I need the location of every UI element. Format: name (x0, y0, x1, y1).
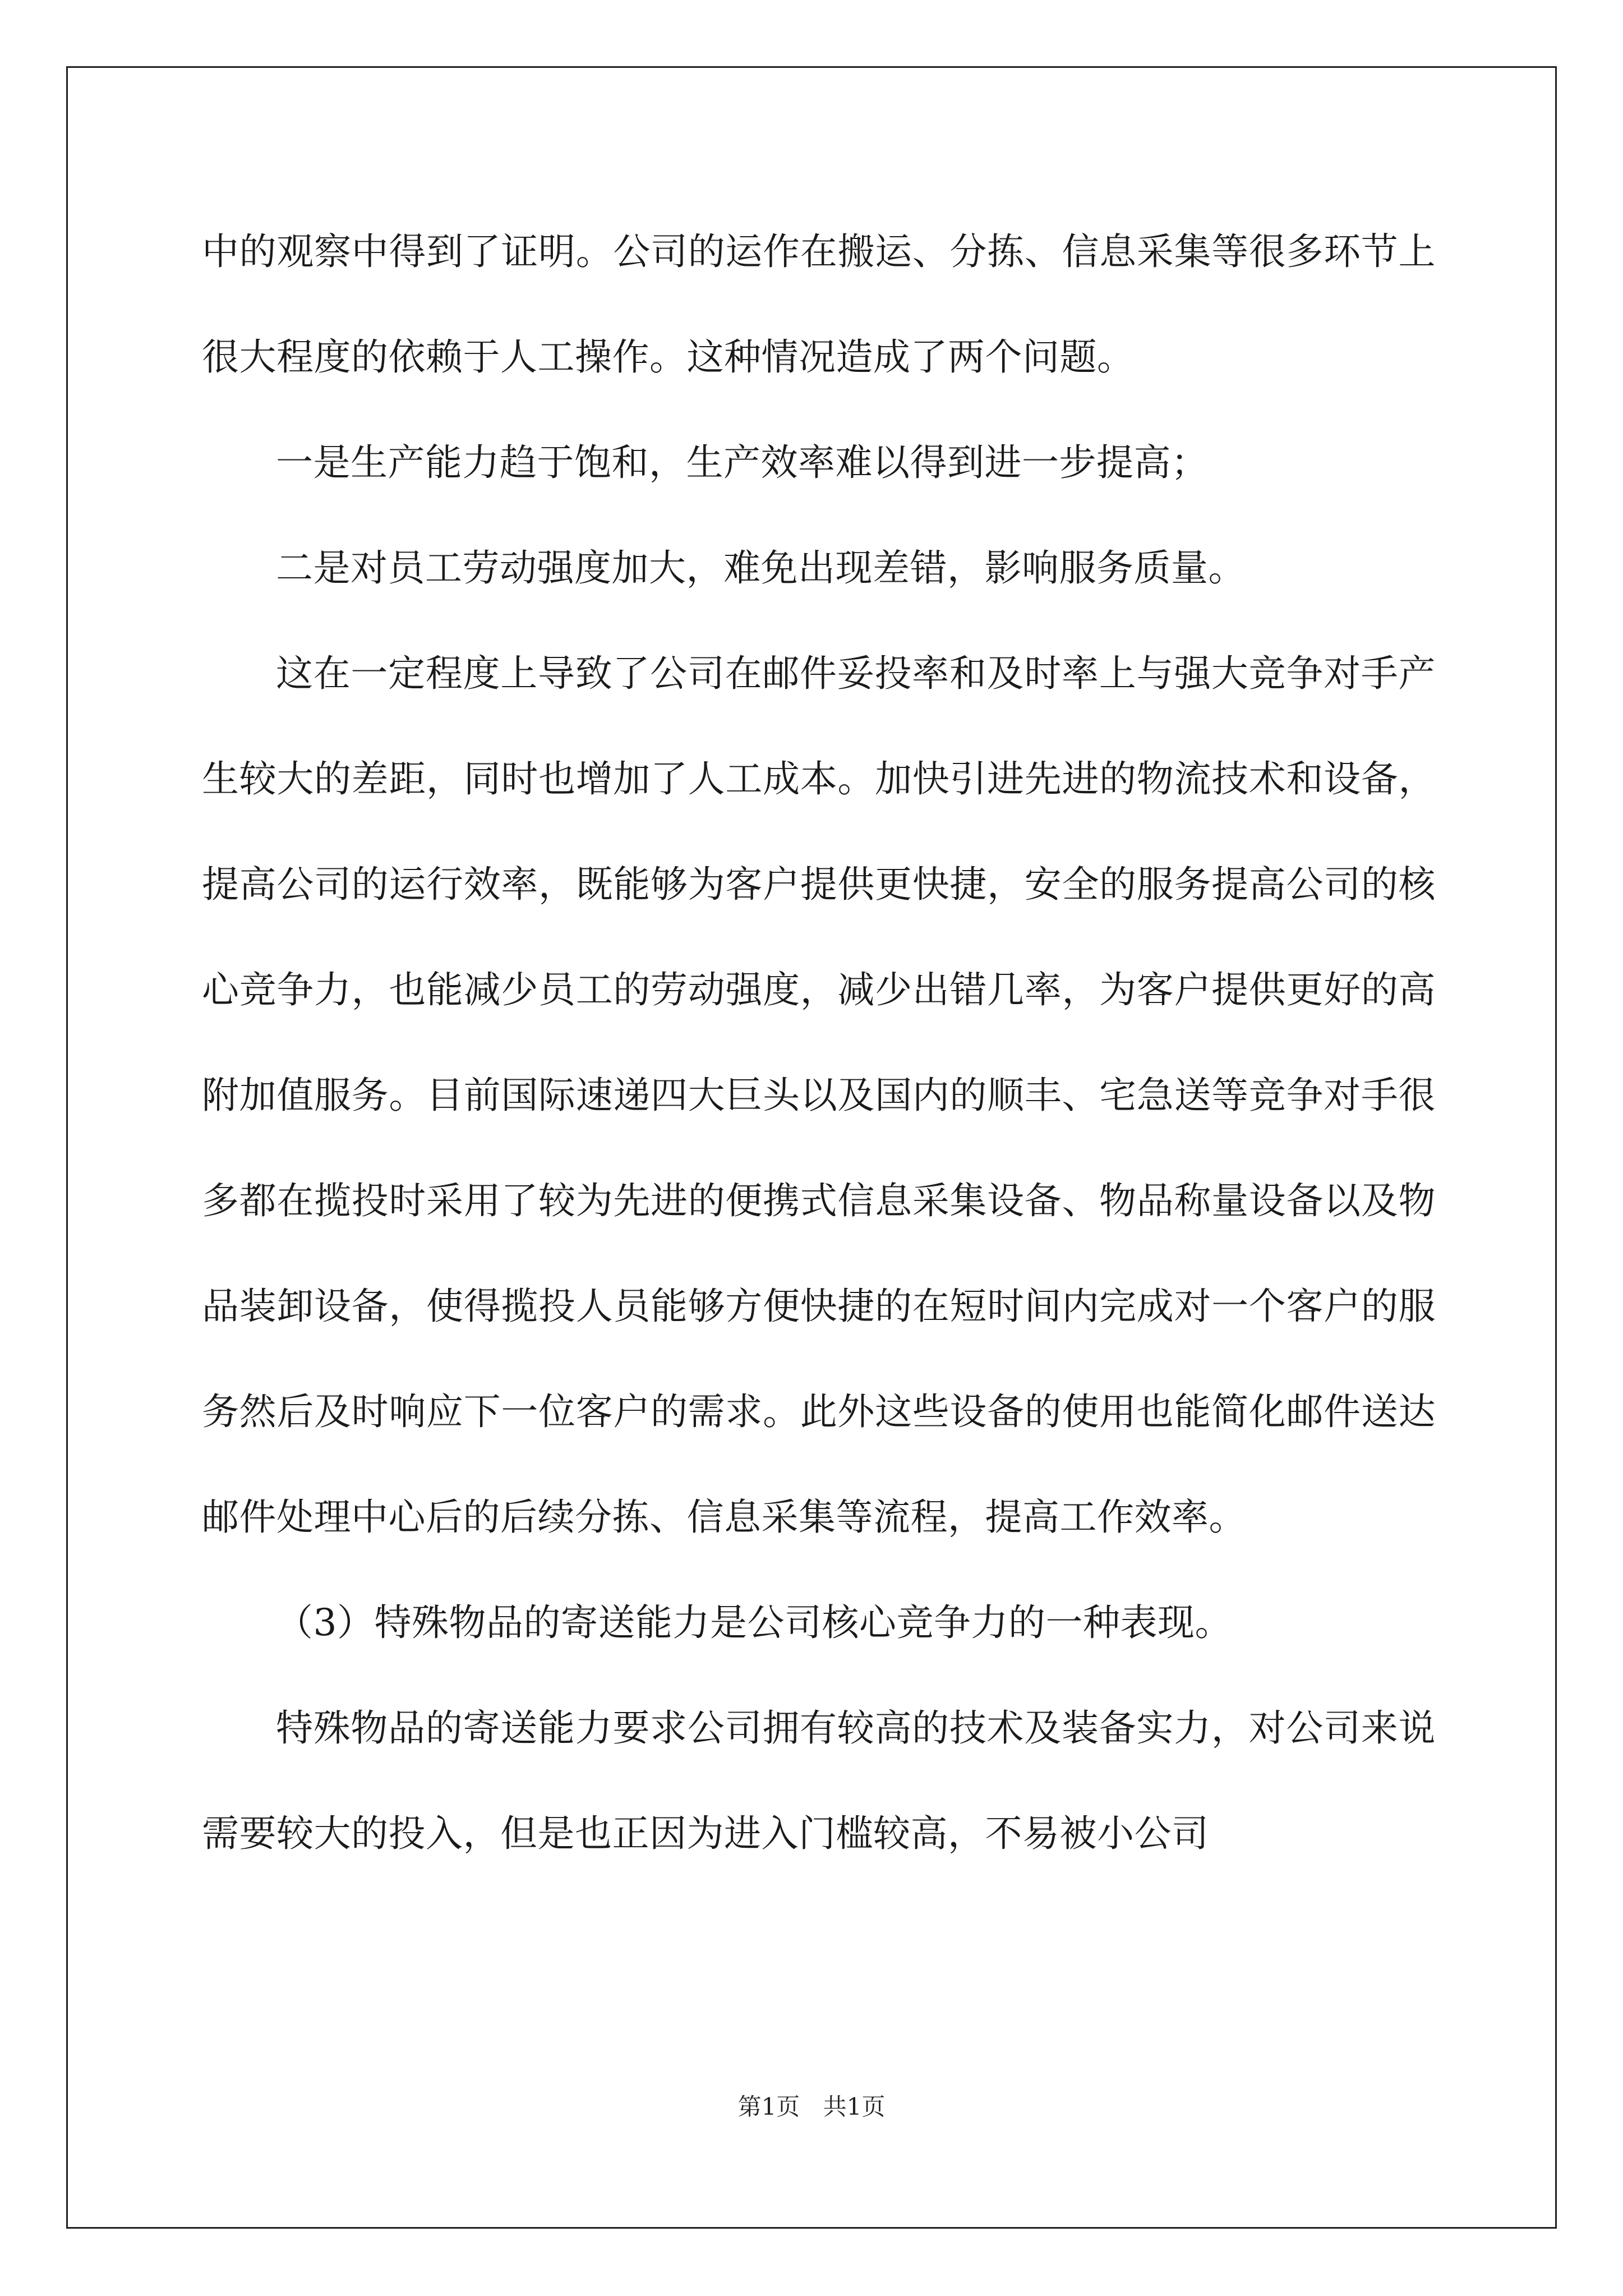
paragraph-5: （3）特殊物品的寄送能力是公司核心竞争力的一种表现。 (276, 1601, 1232, 1644)
document-body (202, 199, 1436, 1887)
page-number: 第1页 (737, 2093, 800, 2120)
paragraph-2: 一是生产能力趋于饱和，生产效率难以得到进一步提高； (276, 441, 1209, 484)
page-total: 共1页 (823, 2093, 886, 2120)
page-footer (0, 2088, 1623, 2122)
paragraph-1: 中的观察中得到了证明。公司的运作在搬运、分拣、信息采集等很多环节上很大程度的依赖于人工操作。这种情况造成了两个问题。 (202, 230, 1436, 379)
paragraph-4: 这在一定程度上导致了公司在邮件妥投率和及时率上与强大竞争对手产生较大的差距，同时也增加了人工成本。加快引进先进的物流技术和设备，提高公司的运行效率，既能够为客户提供更快捷，安全的服务提高公司的核心竞争力，也能减少员工的劳动强度，减少出错几率，为客户提供更好的高附加值服务。目前国际速递四大巨头以及国内的顺丰、宅急送等竞争对手很多都在揽投时采用了较为先进的便携式信息采集设备、物品称量设备以及物品装卸设备，使得揽投人员能够方便快捷的在短时间内完成对一个客户的服务然后及时响应下一位客户的需求。此外这些设备的使用也能简化邮件送达邮件处理中心后的后续分拣、信息采集等流程，提高工作效率。 (202, 652, 1436, 1539)
paragraph-6: 特殊物品的寄送能力要求公司拥有较高的技术及装备实力，对公司来说需要较大的投入，但是也正因为进入门槛较高，不易被小公司 (202, 1706, 1436, 1855)
paragraph-3: 二是对员工劳动强度加大，难免出现差错，影响服务质量。 (276, 546, 1246, 590)
